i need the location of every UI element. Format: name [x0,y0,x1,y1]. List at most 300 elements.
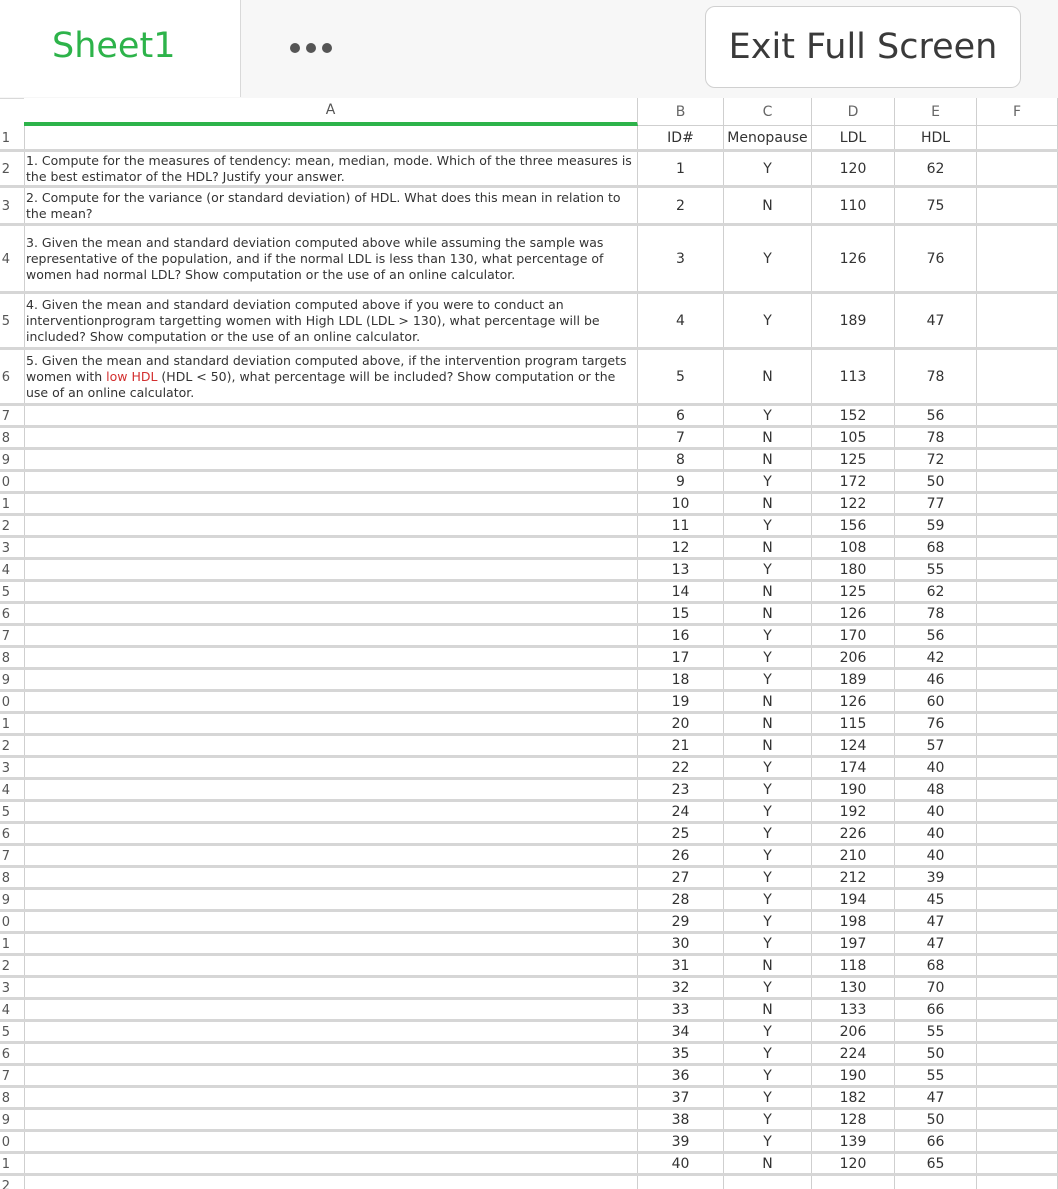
cell-ldl[interactable]: 190 [812,780,895,799]
cell-ldl[interactable]: 190 [812,1066,895,1085]
exit-full-screen-button[interactable]: Exit Full Screen [705,6,1021,88]
cell-ldl[interactable]: 105 [812,428,895,447]
question-text-cell[interactable]: 1. Compute for the measures of tendency: mean, median, mode. Which of the three measures is the best estimator of the HDL? Justify your answer. [24,152,638,185]
cell-id[interactable]: 29 [638,912,724,931]
cell-hdl[interactable]: 72 [895,450,977,469]
cell-f[interactable] [977,802,1058,821]
cell-menopause[interactable]: N [724,1154,812,1173]
cell-hdl[interactable]: 62 [895,582,977,601]
cell-id[interactable]: 22 [638,758,724,777]
cell-ldl[interactable]: 133 [812,1000,895,1019]
cell-empty[interactable] [812,1176,895,1189]
cell-a[interactable] [24,846,638,865]
cell-hdl[interactable]: 50 [895,1110,977,1129]
cell-a[interactable] [24,670,638,689]
cell-menopause[interactable]: N [724,428,812,447]
cell-f[interactable] [977,846,1058,865]
cell-menopause[interactable]: N [724,494,812,513]
cell-menopause[interactable]: Y [724,890,812,909]
cell-menopause[interactable]: N [724,450,812,469]
cell-ldl[interactable]: 156 [812,516,895,535]
cell-menopause[interactable]: Y [724,560,812,579]
cell-f[interactable] [977,560,1058,579]
cell-a[interactable] [24,1066,638,1085]
row-number[interactable]: 1 [1,131,10,146]
cell-f[interactable] [977,294,1058,347]
row-number[interactable]: 8 [1,871,10,886]
column-header-f[interactable]: F [977,98,1058,126]
cell-f[interactable] [977,152,1058,185]
cell-hdl[interactable]: 78 [895,350,977,403]
column-header-d[interactable]: D [812,98,895,126]
cell-a[interactable] [24,978,638,997]
row-number[interactable]: 6 [1,827,10,842]
cell-menopause[interactable]: Y [724,1088,812,1107]
cell-ldl[interactable]: 120 [812,152,895,185]
row-number[interactable]: 2 [1,1179,10,1189]
cell-id[interactable]: 18 [638,670,724,689]
cell-a[interactable] [24,1132,638,1151]
cell-empty[interactable] [895,1176,977,1189]
cell-a[interactable] [24,648,638,667]
cell-a[interactable] [24,736,638,755]
cell-hdl[interactable]: 45 [895,890,977,909]
cell-menopause[interactable]: Y [724,934,812,953]
cell-menopause[interactable]: Y [724,780,812,799]
cell-menopause[interactable]: Y [724,758,812,777]
cell-hdl[interactable]: 55 [895,560,977,579]
cell-hdl[interactable]: 56 [895,626,977,645]
row-number[interactable]: 2 [1,739,10,754]
cell-a[interactable] [24,626,638,645]
row-number[interactable]: 3 [1,199,10,214]
cell-f[interactable] [977,868,1058,887]
row-number[interactable]: 2 [1,162,10,177]
cell-menopause[interactable]: N [724,692,812,711]
cell-menopause[interactable]: N [724,714,812,733]
cell-empty[interactable] [24,1176,638,1189]
cell-hdl[interactable]: 39 [895,868,977,887]
cell-ldl[interactable]: 120 [812,1154,895,1173]
row-number[interactable]: 4 [1,1003,10,1018]
cell-f[interactable] [977,934,1058,953]
cell-menopause[interactable]: Y [724,648,812,667]
cell-ldl[interactable]: 212 [812,868,895,887]
row-number[interactable]: 6 [1,370,10,385]
cell-f[interactable] [977,582,1058,601]
cell-id[interactable]: 16 [638,626,724,645]
row-number[interactable]: 0 [1,695,10,710]
cell-menopause[interactable]: Y [724,516,812,535]
cell-a[interactable] [24,1022,638,1041]
cell-hdl[interactable]: 60 [895,692,977,711]
cell-f[interactable] [977,780,1058,799]
cell-id[interactable]: 4 [638,294,724,347]
row-number[interactable]: 6 [1,1047,10,1062]
cell-a[interactable] [24,934,638,953]
cell-ldl[interactable]: 126 [812,226,895,291]
cell-ldl[interactable]: 198 [812,912,895,931]
row-number[interactable]: 1 [1,1157,10,1172]
cell-id[interactable]: 17 [638,648,724,667]
cell-hdl[interactable]: 47 [895,912,977,931]
cell-a[interactable] [24,1000,638,1019]
cell-a[interactable] [24,714,638,733]
sheet-tab[interactable] [0,0,241,97]
cell-f[interactable] [977,1132,1058,1151]
cell-ldl[interactable]: 224 [812,1044,895,1063]
cell-f[interactable] [977,516,1058,535]
row-number[interactable]: 3 [1,761,10,776]
cell-a[interactable] [24,494,638,513]
cell-menopause[interactable]: Y [724,472,812,491]
cell-ldl[interactable]: 122 [812,494,895,513]
cell-id[interactable]: 6 [638,406,724,425]
cell-hdl[interactable]: 46 [895,670,977,689]
cell-hdl[interactable]: 47 [895,294,977,347]
cell-id[interactable]: 11 [638,516,724,535]
cell-ldl[interactable]: 182 [812,1088,895,1107]
cell-ldl[interactable]: 197 [812,934,895,953]
cell-ldl[interactable]: 128 [812,1110,895,1129]
cell-f[interactable] [977,626,1058,645]
cell-ldl[interactable]: 124 [812,736,895,755]
cell-id[interactable]: 14 [638,582,724,601]
cell-a[interactable] [24,890,638,909]
cell-menopause[interactable]: N [724,604,812,623]
cell-id[interactable]: 2 [638,188,724,223]
row-number[interactable]: 8 [1,1091,10,1106]
cell-f[interactable] [977,494,1058,513]
cell-hdl[interactable]: 40 [895,824,977,843]
cell-id[interactable]: 31 [638,956,724,975]
cell-ldl[interactable]: 125 [812,450,895,469]
cell-hdl[interactable]: 75 [895,188,977,223]
cell-f[interactable] [977,538,1058,557]
cell-ldl[interactable]: 189 [812,294,895,347]
cell-hdl[interactable]: 50 [895,1044,977,1063]
cell-ldl[interactable]: 110 [812,188,895,223]
cell-hdl[interactable]: 68 [895,538,977,557]
cell-f[interactable] [977,956,1058,975]
row-number[interactable]: 7 [1,1069,10,1084]
cell-a[interactable] [24,450,638,469]
cell-f[interactable] [977,824,1058,843]
cell-f[interactable] [977,692,1058,711]
cell-menopause[interactable]: Y [724,1110,812,1129]
row-number[interactable]: 4 [1,252,10,267]
cell-menopause[interactable]: Y [724,152,812,185]
cell-menopause[interactable]: N [724,1000,812,1019]
cell-id[interactable]: 39 [638,1132,724,1151]
cell-menopause[interactable]: Y [724,912,812,931]
cell-f[interactable] [977,226,1058,291]
cell-f[interactable] [977,670,1058,689]
cell-hdl[interactable]: 77 [895,494,977,513]
cell-menopause-header[interactable]: Menopause [724,126,812,149]
cell-f[interactable] [977,912,1058,931]
cell-f[interactable] [977,714,1058,733]
cell-hdl[interactable]: 59 [895,516,977,535]
cell-f[interactable] [977,428,1058,447]
cell-hdl[interactable]: 78 [895,604,977,623]
cell-id[interactable]: 36 [638,1066,724,1085]
cell-f[interactable] [977,406,1058,425]
cell-empty[interactable] [638,1176,724,1189]
row-number[interactable]: 5 [1,585,10,600]
cell-id[interactable]: 35 [638,1044,724,1063]
cell-empty[interactable] [977,1176,1058,1189]
cell-menopause[interactable]: Y [724,406,812,425]
cell-ldl[interactable]: 194 [812,890,895,909]
cell-f[interactable] [977,758,1058,777]
cell-f[interactable] [977,1044,1058,1063]
cell-menopause[interactable]: Y [724,1022,812,1041]
row-number[interactable]: 8 [1,651,10,666]
question-text-cell[interactable] [24,350,638,403]
cell-ldl[interactable]: 172 [812,472,895,491]
cell-hdl[interactable]: 65 [895,1154,977,1173]
cell-menopause[interactable]: Y [724,802,812,821]
cell-menopause[interactable]: N [724,188,812,223]
cell-a[interactable] [24,824,638,843]
cell-a[interactable] [24,802,638,821]
row-number[interactable]: 6 [1,607,10,622]
cell-f[interactable] [977,450,1058,469]
cell-hdl[interactable]: 57 [895,736,977,755]
cell-id[interactable]: 1 [638,152,724,185]
cell-a[interactable] [24,538,638,557]
cell-hdl[interactable]: 40 [895,846,977,865]
cell-menopause[interactable]: N [724,350,812,403]
cell-ldl[interactable]: 180 [812,560,895,579]
cell-ldl[interactable]: 170 [812,626,895,645]
cell-id[interactable]: 21 [638,736,724,755]
cell-a[interactable] [24,1110,638,1129]
cell-f[interactable] [977,1066,1058,1085]
row-number[interactable]: 7 [1,849,10,864]
row-number[interactable]: 9 [1,453,10,468]
cell-menopause[interactable]: N [724,956,812,975]
column-header-b[interactable]: B [638,98,724,126]
cell-a[interactable] [24,1044,638,1063]
row-number[interactable]: 1 [1,717,10,732]
cell-id[interactable]: 28 [638,890,724,909]
cell-a[interactable] [24,868,638,887]
cell-f[interactable] [977,1088,1058,1107]
cell-ldl[interactable]: 125 [812,582,895,601]
cell-f[interactable] [977,1110,1058,1129]
row-number[interactable]: 3 [1,541,10,556]
row-number[interactable]: 5 [1,314,10,329]
row-number[interactable]: 5 [1,1025,10,1040]
cell-f[interactable] [977,126,1058,149]
cell-menopause[interactable]: N [724,538,812,557]
cell-a[interactable] [24,604,638,623]
cell-id[interactable]: 23 [638,780,724,799]
row-number[interactable]: 2 [1,519,10,534]
cell-hdl[interactable]: 66 [895,1000,977,1019]
cell-menopause[interactable]: Y [724,670,812,689]
cell-menopause[interactable]: Y [724,824,812,843]
cell-hdl[interactable]: 55 [895,1066,977,1085]
cell-id[interactable]: 40 [638,1154,724,1173]
cell-menopause[interactable]: N [724,582,812,601]
question-text-cell[interactable]: 2. Compute for the variance (or standard deviation) of HDL. What does this mean in relation to the mean? [24,188,638,223]
cell-id[interactable]: 3 [638,226,724,291]
column-header-c[interactable]: C [724,98,812,126]
column-header-e[interactable]: E [895,98,977,126]
cell-id-header[interactable]: ID# [638,126,724,149]
row-number[interactable]: 7 [1,409,10,424]
cell-ldl-header[interactable]: LDL [812,126,895,149]
cell-a[interactable] [24,406,638,425]
cell-a[interactable] [24,758,638,777]
cell-id[interactable]: 13 [638,560,724,579]
cell-id[interactable]: 19 [638,692,724,711]
cell-a[interactable] [24,780,638,799]
cell-hdl[interactable]: 42 [895,648,977,667]
column-header-a[interactable]: A [24,98,638,126]
cell-id[interactable]: 33 [638,1000,724,1019]
cell-a[interactable] [24,472,638,491]
cell-f[interactable] [977,472,1058,491]
question-text-cell[interactable]: 3. Given the mean and standard deviation computed above while assuming the sample was representative of the population, and if the normal LDL is less than 130, what percentage of women had normal LDL? Show computation or the use of an online calculator. [24,226,638,291]
cell-f[interactable] [977,350,1058,403]
cell-f[interactable] [977,978,1058,997]
row-number[interactable]: 4 [1,783,10,798]
cell-empty[interactable] [724,1176,812,1189]
cell-a[interactable] [24,1088,638,1107]
cell-hdl[interactable]: 68 [895,956,977,975]
cell-menopause[interactable]: Y [724,226,812,291]
cell-f[interactable] [977,1154,1058,1173]
cell-f[interactable] [977,890,1058,909]
row-number[interactable]: 1 [1,497,10,512]
cell-f[interactable] [977,188,1058,223]
cell-menopause[interactable]: Y [724,1066,812,1085]
row-number[interactable]: 9 [1,893,10,908]
row-number[interactable]: 2 [1,959,10,974]
cell-hdl[interactable]: 78 [895,428,977,447]
cell-menopause[interactable]: N [724,736,812,755]
cell-ldl[interactable]: 152 [812,406,895,425]
cell-id[interactable]: 34 [638,1022,724,1041]
cell-ldl[interactable]: 126 [812,604,895,623]
cell-menopause[interactable]: Y [724,1132,812,1151]
cell-ldl[interactable]: 192 [812,802,895,821]
cell-a[interactable] [24,126,638,149]
row-number[interactable]: 9 [1,673,10,688]
cell-ldl[interactable]: 189 [812,670,895,689]
cell-ldl[interactable]: 108 [812,538,895,557]
cell-a[interactable] [24,1154,638,1173]
cell-hdl[interactable]: 47 [895,934,977,953]
cell-hdl[interactable]: 55 [895,1022,977,1041]
cell-id[interactable]: 12 [638,538,724,557]
cell-f[interactable] [977,1022,1058,1041]
cell-hdl[interactable]: 50 [895,472,977,491]
row-number[interactable]: 0 [1,915,10,930]
row-number[interactable]: 8 [1,431,10,446]
cell-id[interactable]: 26 [638,846,724,865]
cell-id[interactable]: 30 [638,934,724,953]
cell-a[interactable] [24,428,638,447]
cell-ldl[interactable]: 174 [812,758,895,777]
cell-menopause[interactable]: Y [724,626,812,645]
cell-id[interactable]: 24 [638,802,724,821]
row-number[interactable]: 3 [1,981,10,996]
cell-hdl[interactable]: 40 [895,758,977,777]
cell-hdl[interactable]: 40 [895,802,977,821]
cell-id[interactable]: 9 [638,472,724,491]
row-number[interactable]: 5 [1,805,10,820]
cell-id[interactable]: 25 [638,824,724,843]
cell-id[interactable]: 37 [638,1088,724,1107]
cell-hdl-header[interactable]: HDL [895,126,977,149]
cell-id[interactable]: 8 [638,450,724,469]
cell-ldl[interactable]: 113 [812,350,895,403]
cell-ldl[interactable]: 206 [812,1022,895,1041]
cell-ldl[interactable]: 115 [812,714,895,733]
cell-a[interactable] [24,912,638,931]
row-number[interactable]: 4 [1,563,10,578]
cell-id[interactable]: 15 [638,604,724,623]
cell-hdl[interactable]: 76 [895,226,977,291]
cell-ldl[interactable]: 130 [812,978,895,997]
cell-f[interactable] [977,1000,1058,1019]
cell-ldl[interactable]: 139 [812,1132,895,1151]
cell-id[interactable]: 38 [638,1110,724,1129]
cell-ldl[interactable]: 210 [812,846,895,865]
cell-a[interactable] [24,582,638,601]
question-text-cell[interactable]: 4. Given the mean and standard deviation computed above if you were to conduct an interventionprogram targetting women with High LDL (LDL > 130), what percentage will be included? Show computation or the use of an online calculator. [24,294,638,347]
cell-id[interactable]: 20 [638,714,724,733]
cell-id[interactable]: 10 [638,494,724,513]
cell-id[interactable]: 27 [638,868,724,887]
cell-hdl[interactable]: 48 [895,780,977,799]
cell-menopause[interactable]: Y [724,1044,812,1063]
cell-menopause[interactable]: Y [724,846,812,865]
cell-ldl[interactable]: 126 [812,692,895,711]
cell-ldl[interactable]: 206 [812,648,895,667]
cell-hdl[interactable]: 70 [895,978,977,997]
cell-hdl[interactable]: 47 [895,1088,977,1107]
cell-id[interactable]: 5 [638,350,724,403]
cell-hdl[interactable]: 66 [895,1132,977,1151]
cell-id[interactable]: 7 [638,428,724,447]
cell-a[interactable] [24,692,638,711]
cell-id[interactable]: 32 [638,978,724,997]
cell-f[interactable] [977,604,1058,623]
cell-f[interactable] [977,736,1058,755]
cell-f[interactable] [977,648,1058,667]
cell-a[interactable] [24,560,638,579]
row-number[interactable]: 0 [1,1135,10,1150]
cell-a[interactable] [24,956,638,975]
cell-hdl[interactable]: 76 [895,714,977,733]
row-number[interactable]: 9 [1,1113,10,1128]
cell-ldl[interactable]: 226 [812,824,895,843]
cell-ldl[interactable]: 118 [812,956,895,975]
cell-menopause[interactable]: Y [724,294,812,347]
more-options-icon[interactable] [290,38,350,58]
cell-hdl[interactable]: 56 [895,406,977,425]
spreadsheet-grid[interactable] [0,98,1058,1189]
cell-menopause[interactable]: Y [724,868,812,887]
cell-hdl[interactable]: 62 [895,152,977,185]
cell-menopause[interactable]: Y [724,978,812,997]
